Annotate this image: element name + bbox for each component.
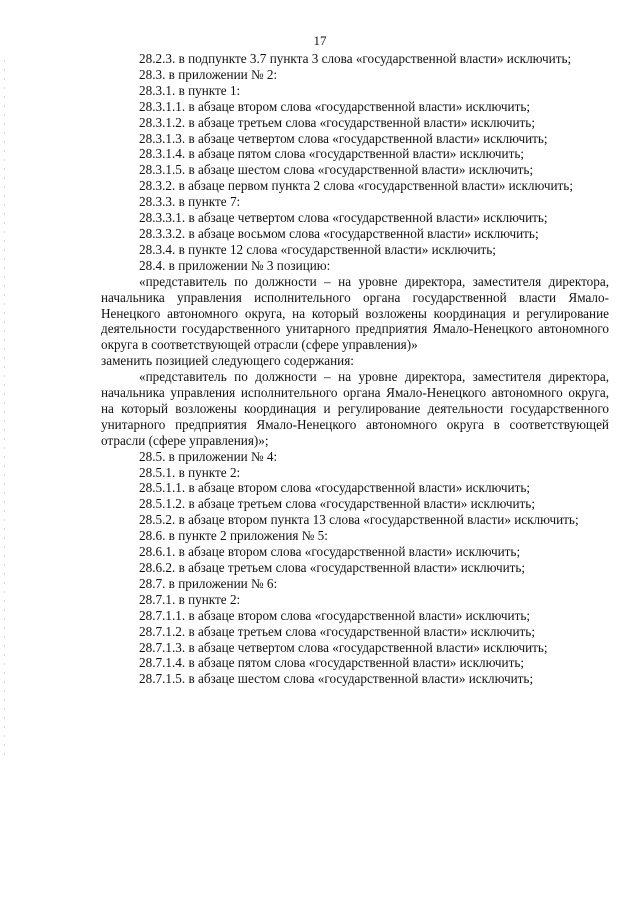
- paragraph: 28.3.4. в пункте 12 слова «государственной власти» исключить;: [139, 241, 496, 257]
- paragraph: 28.3.3.2. в абзаце восьмом слова «государственной власти» исключить;: [139, 225, 539, 241]
- paragraph: 28.3.3.1. в абзаце четвертом слова «государственной власти» исключить;: [139, 210, 548, 226]
- paragraph: 28.5. в приложении № 4:: [139, 448, 278, 464]
- paragraph: 28.3.1.1. в абзаце втором слова «государственной власти» исключить;: [139, 98, 531, 114]
- paragraph: 28.7.1.4. в абзаце пятом слова «государственной власти» исключить;: [139, 655, 525, 671]
- paragraph: «представитель по должности – на уровне директора, заместителя директора, начальника управления исполнительного органа государственной власти Ямало-Ненецкого автономного округа, на который возложены координация и регулирование деятельности государственного унитарного предприятия Ямало-Ненецкого автономного округа в соответствующей отрасли (сфере управления)»: [101, 273, 609, 353]
- paragraph: 28.5.1. в пункте 2:: [139, 464, 241, 480]
- paragraph: 28.2.3. в подпункте 3.7 пункта 3 слова «государственной власти» исключить;: [139, 51, 572, 66]
- paragraph: 28.3.1.2. в абзаце третьем слова «государственной власти» исключить;: [139, 114, 535, 130]
- paragraph: 28.5.1.1. в абзаце втором слова «государственной власти» исключить;: [139, 480, 531, 496]
- paragraph: 28.6.2. в абзаце третьем слова «государственной власти» исключить;: [139, 560, 526, 575]
- paragraph: 28.7.1.3. в абзаце четвертом слова «государственной власти» исключить;: [139, 639, 548, 655]
- paragraph: заменить позицией следующего содержания:: [101, 353, 354, 369]
- paragraph: 28.3. в приложении № 2:: [139, 66, 278, 82]
- paragraph: 28.4. в приложении № 3 позицию:: [139, 257, 331, 273]
- paragraph: 28.3.1.3. в абзаце четвертом слова «государственной власти» исключить;: [139, 130, 548, 146]
- paragraph: 28.7.1.2. в абзаце третьем слова «государственной власти» исключить;: [139, 623, 535, 639]
- paragraph: 28.3.1. в пункте 1:: [139, 82, 241, 98]
- paragraph: 28.7.1. в пункте 2:: [139, 591, 241, 607]
- paragraph: 28.7. в приложении № 6:: [139, 575, 278, 591]
- paragraph: «представитель по должности – на уровне директора, заместителя директора, начальника управления исполнительного органа Ямало-Ненецкого автономного округа, на который возложены координация и регулирование деятельности государственного унитарного предприятия Ямало-Ненецкого автономного округа в соответствующей отрасли (сфере управления)»;: [101, 369, 609, 448]
- paragraph: 28.5.1.2. в абзаце третьем слова «государственной власти» исключить;: [139, 496, 535, 512]
- paragraph: 28.3.1.4. в абзаце пятом слова «государственной власти» исключить;: [139, 146, 525, 162]
- document-body: [101, 51, 609, 687]
- paragraph: 28.7.1.1. в абзаце втором слова «государственной власти» исключить;: [139, 607, 531, 623]
- paragraph: 28.7.1.5. в абзаце шестом слова «государственной власти» исключить;: [139, 671, 534, 687]
- scan-margin-marks: [4, 60, 5, 760]
- paragraph: 28.6.1. в абзаце втором слова «государственной власти» исключить;: [139, 544, 521, 560]
- paragraph: 28.5.2. в абзаце втором пункта 13 слова «государственной власти» исключить;: [139, 512, 579, 528]
- paragraph: 28.6. в пункте 2 приложения № 5:: [139, 528, 328, 544]
- paragraph: 28.3.3. в пункте 7:: [139, 194, 241, 210]
- paragraph: 28.3.2. в абзаце первом пункта 2 слова «государственной власти» исключить;: [139, 178, 573, 194]
- paragraph: 28.3.1.5. в абзаце шестом слова «государственной власти» исключить;: [139, 162, 534, 178]
- page-number: 17: [313, 33, 327, 48]
